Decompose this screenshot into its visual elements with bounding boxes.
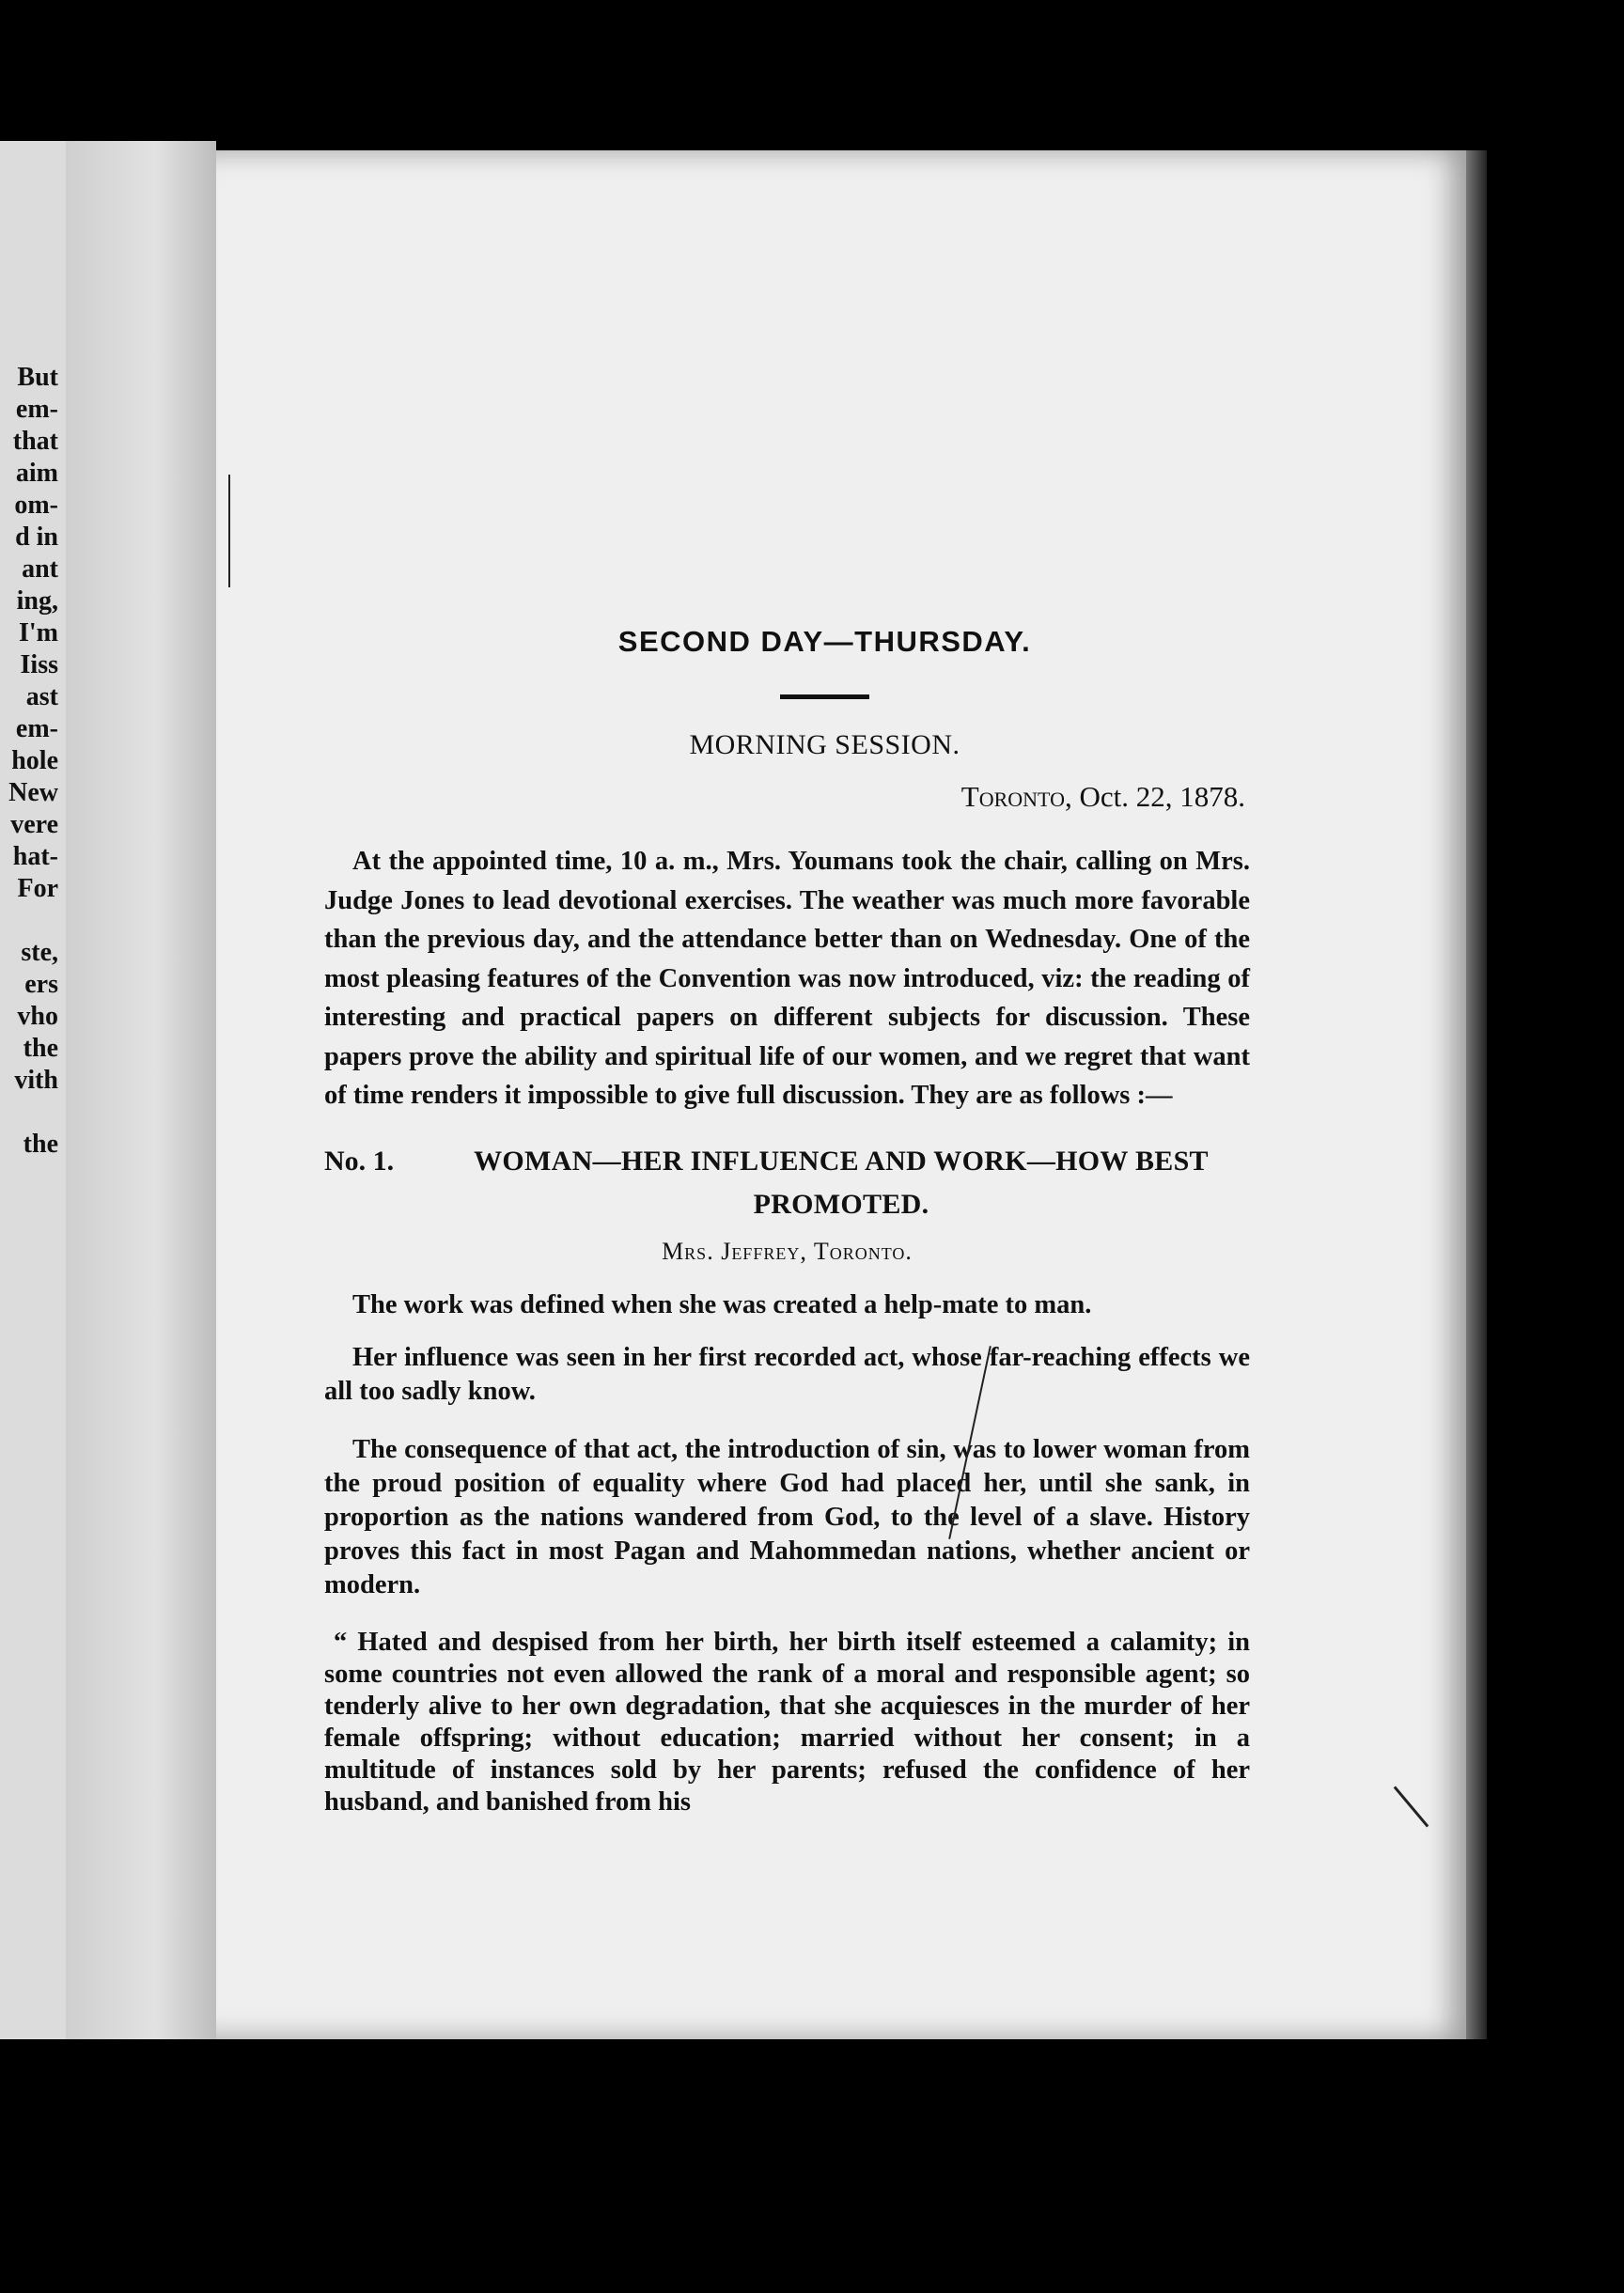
page-gutter	[66, 141, 216, 2039]
paper-paragraph: The consequence of that act, the introduction of sin, was to lower woman from the proud position of equality where God had placed her, until she sank, in proportion as the nations wandered from God, to the level of a slave. History proves this fact in most Pagan and Mahommedan nations, whether ancient or modern.	[324, 1434, 1250, 1599]
left-page-fragment: I'm	[19, 618, 58, 647]
paper-number: No. 1.	[324, 1145, 395, 1177]
section-title: SECOND DAY—THURSDAY.	[617, 625, 1032, 658]
left-page-fragment: ant	[22, 554, 58, 584]
page-content	[324, 470, 1250, 1818]
paper-title: WOMAN—HER INFLUENCE AND WORK—HOW BEST PROMOTED.	[474, 1145, 1209, 1220]
dateline	[324, 780, 1250, 814]
left-page-fragment: New	[8, 778, 58, 807]
left-page-fragment: hat-	[12, 842, 58, 871]
left-page-fragment: ers	[24, 970, 58, 999]
left-page-fragment: Iiss	[20, 650, 58, 679]
paper-paragraph: “ Hated and despised from her birth, her birth itself esteemed a calamity; in some countries not even allowed the rank of a moral and responsible agent; so tenderly alive to her own degradation, that she acquiesces in the murder of her female offspring; without education; married without her consent; in a multitude of instances sold by her parents; refused the confidence of her husband, and banished from his	[324, 1627, 1250, 1817]
dateline-place: Toronto,	[960, 780, 1072, 813]
intro-paragraph: At the appointed time, 10 a. m., Mrs. Youmans took the chair, calling on Mrs. Judge Jones to lead devotional exercises. The weather was much more favorable than the previous day, and the attendance better than on Wednesday. One of the most pleasing features of the Convention was now introduced, viz: the reading of interesting and practical papers on different subjects for discussion. These papers prove the ability and spiritual life of our women, and we regret that want of time renders it impossible to give full discussion. They are as follows :—	[324, 847, 1250, 1110]
page-edge-shadow	[1466, 150, 1487, 2039]
left-page-text-fragments	[0, 362, 58, 1161]
left-page-fragment: em-	[15, 395, 58, 424]
paper-paragraph: Her influence was seen in her first recorded act, whose far-reaching effects we all too sadly know.	[324, 1342, 1250, 1406]
left-page-fragment: vere	[10, 810, 58, 839]
scan-mark	[228, 475, 230, 587]
left-page-fragment: hole	[11, 746, 58, 775]
left-page-fragment: d in	[15, 523, 58, 552]
left-page-fragment: For	[17, 874, 58, 903]
title-rule	[780, 694, 869, 699]
dateline-date: Oct. 22, 1878.	[1071, 780, 1245, 813]
paper-paragraph: The work was defined when she was created a help-mate to man.	[352, 1289, 1092, 1319]
left-page-fragment: the	[23, 1034, 58, 1063]
session-title: MORNING SESSION.	[689, 729, 960, 760]
left-page-fragment: vho	[17, 1002, 58, 1031]
left-page-fragment: But	[17, 363, 58, 392]
paper-author: Mrs. Jeffrey, Toronto.	[662, 1237, 913, 1265]
left-page-fragment: the	[23, 1130, 58, 1159]
left-page-fragment: ast	[25, 682, 58, 711]
left-page-fragment: aim	[15, 459, 58, 488]
left-page-fragment	[0, 1097, 58, 1129]
left-page-fragment: ing,	[16, 586, 58, 616]
left-page-fragment: om-	[14, 491, 58, 520]
left-page-fragment: that	[12, 427, 58, 456]
left-page-fragment	[0, 905, 58, 937]
left-page-fragment: vith	[14, 1066, 58, 1095]
left-page-fragment: em-	[15, 714, 58, 743]
left-page-fragment: ste,	[21, 938, 58, 967]
paper-heading	[324, 1140, 1250, 1226]
